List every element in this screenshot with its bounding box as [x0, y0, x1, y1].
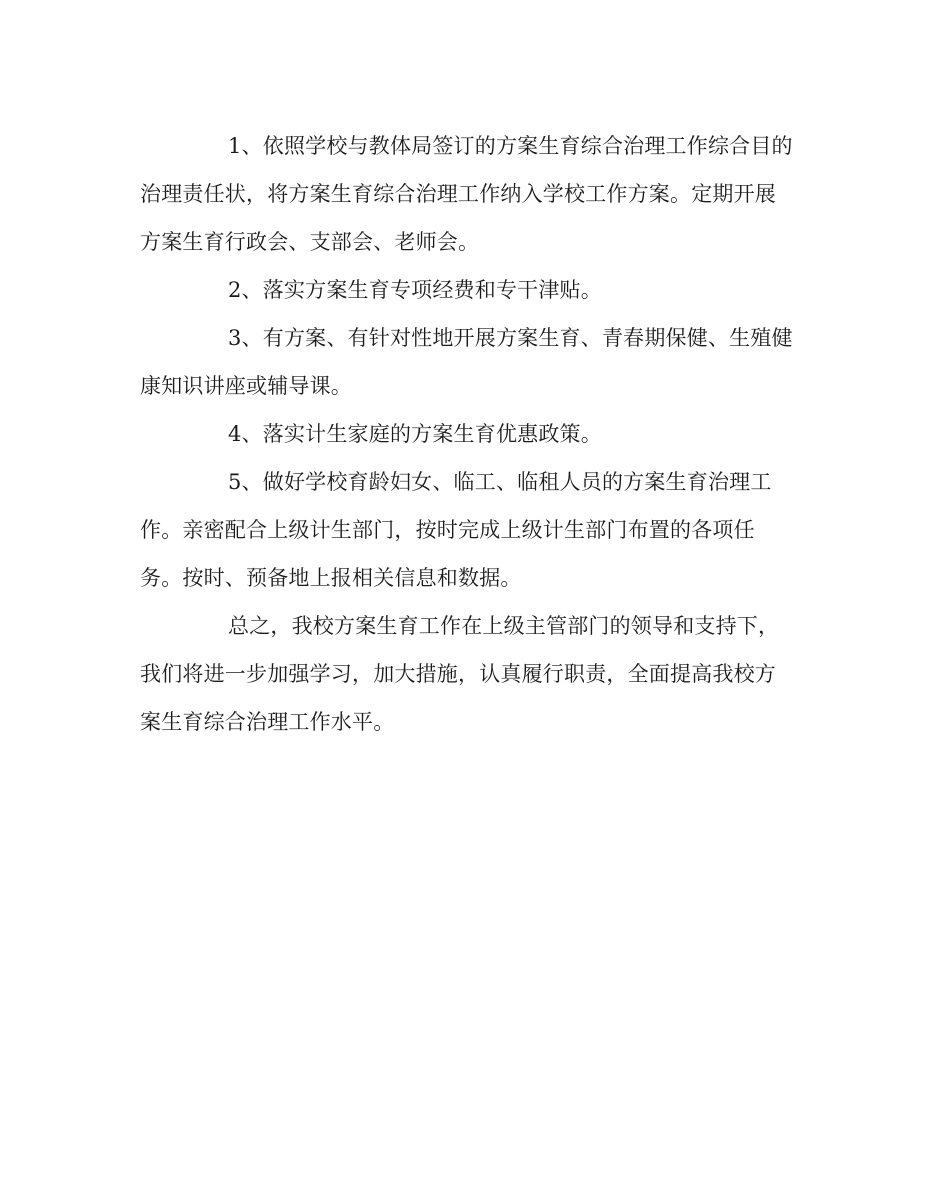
paragraph-item-1 — [140, 122, 810, 266]
paragraph-line: 康知识讲座或辅导课。 — [140, 374, 352, 398]
paragraph-line: 总之，我校方案生育工作在上级主管部门的领导和支持下， — [228, 614, 780, 638]
paragraph-item-4 — [140, 410, 810, 458]
paragraph-line: 务。按时、预备地上报相关信息和数据。 — [140, 566, 522, 590]
paragraph-line: 2、落实方案生育专项经费和专干津贴。 — [228, 278, 602, 302]
document-body — [140, 122, 810, 746]
paragraph-line: 治理责任状，将方案生育综合治理工作纳入学校工作方案。定期开展 — [140, 182, 776, 206]
paragraph-item-5 — [140, 458, 810, 602]
paragraph-line: 1、依照学校与教体局签订的方案生育综合治理工作综合目的 — [228, 134, 793, 158]
paragraph-item-2 — [140, 266, 810, 314]
paragraph-line: 我们将进一步加强学习，加大措施，认真履行职责，全面提高我校方 — [140, 662, 776, 686]
paragraph-line: 3、有方案、有针对性地开展方案生育、青春期保健、生殖健 — [228, 326, 793, 350]
paragraph-item-3 — [140, 314, 810, 410]
paragraph-line: 方案生育行政会、支部会、老师会。 — [140, 230, 480, 254]
paragraph-line: 5、做好学校育龄妇女、临工、临租人员的方案生育治理工 — [228, 470, 772, 494]
paragraph-line: 作。亲密配合上级计生部门，按时完成上级计生部门布置的各项任 — [140, 518, 755, 542]
paragraph-line: 案生育综合治理工作水平。 — [140, 710, 395, 734]
paragraph-summary — [140, 602, 810, 746]
paragraph-line: 4、落实计生家庭的方案生育优惠政策。 — [228, 422, 602, 446]
